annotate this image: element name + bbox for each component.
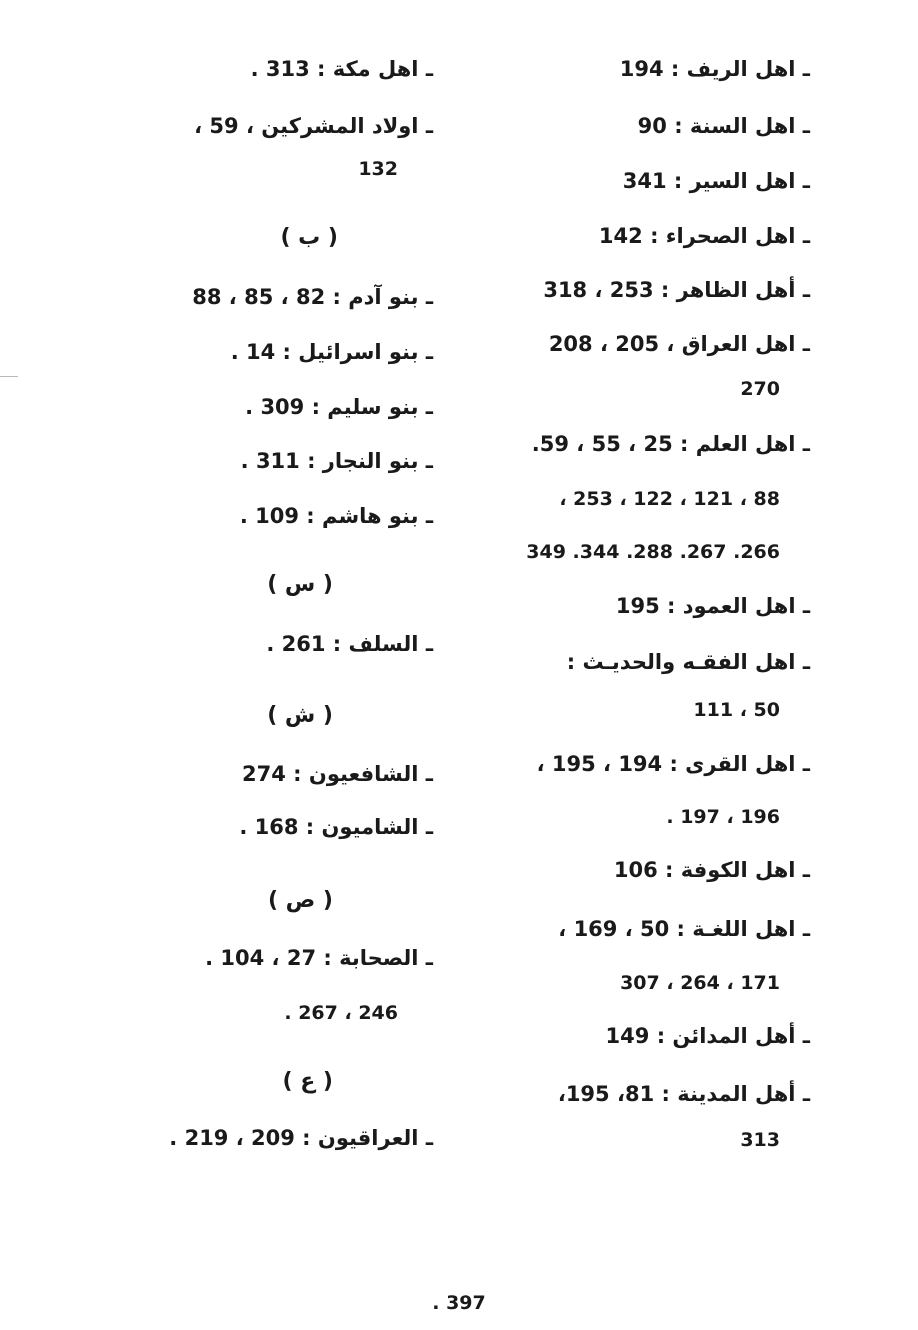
index-entry: ـ بنو سليم : 309 .	[245, 395, 433, 419]
index-entry: ـ السلف : 261 .	[266, 632, 433, 656]
index-entry: ـ اهل السير : 341	[622, 169, 810, 193]
index-entry: ـ أهل المدينة : 81، 195،	[557, 1082, 810, 1106]
index-entry: ـ الصحابة : 27 ، 104 .	[205, 946, 433, 970]
index-entry: ـ بنو آدم : 82 ، 85 ، 88	[192, 285, 433, 309]
index-entry: ـ اهل العمود : 195	[615, 594, 810, 618]
section-letter-heading: ( ب )	[280, 225, 338, 250]
section-letter-heading: ( س )	[267, 572, 333, 597]
index-entry: ـ اهل الصحراء : 142	[598, 224, 810, 248]
index-entry: ـ الشاميون : 168 .	[239, 815, 433, 839]
index-entry: ـ اهل الريف : 194	[619, 57, 810, 81]
index-entry: ـ اولاد المشركين ، 59 ،	[194, 114, 433, 138]
index-entry: ـ بنو النجار : 311 .	[240, 449, 433, 473]
index-entry: ـ الشافعيون : 274	[242, 762, 433, 786]
index-entry: ـ أهل المدائن : 149	[605, 1024, 810, 1048]
index-entry: ـ اهل مكة : 313 .	[250, 57, 433, 81]
index-entry: ـ أهل الظاهر : 253 ، 318	[543, 278, 810, 302]
section-letter-heading: ( ش )	[267, 703, 333, 728]
index-entry-continuation: 270	[740, 378, 780, 400]
index-entry-continuation: 266. 267. 288. 344. 349	[526, 541, 780, 563]
index-entry-continuation: 171 ، 264 ، 307	[620, 972, 780, 994]
index-entry: ـ بنو اسرائيل : 14 .	[230, 340, 433, 364]
margin-mark	[0, 376, 18, 377]
index-entry-continuation: 196 ، 197 .	[666, 806, 780, 828]
index-entry-continuation: 88 ، 121 ، 122 ، 253 ،	[559, 488, 780, 510]
section-letter-heading: ( ص )	[267, 888, 333, 913]
index-entry: ـ اهل العلم : 25 ، 55 ، 59.	[531, 432, 810, 456]
page-number: 397 .	[432, 1292, 486, 1314]
index-entry: ـ اهل السنة : 90	[637, 114, 810, 138]
index-entry: ـ العراقيون : 209 ، 219 .	[169, 1126, 433, 1150]
index-entry: ـ اهل القرى : 194 ، 195 ،	[536, 752, 810, 776]
index-entry: ـ اهل العراق ، 205 ، 208	[548, 332, 810, 356]
section-letter-heading: ( ع )	[282, 1069, 333, 1094]
index-entry-continuation: 132	[358, 158, 398, 180]
index-entry: ـ اهل اللغـة : 50 ، 169 ،	[558, 917, 810, 941]
index-entry: ـ بنو هاشم : 109 .	[239, 504, 433, 528]
index-entry: ـ اهل الكوفة : 106	[613, 858, 810, 882]
index-entry-continuation: 50 ، 111	[693, 699, 780, 721]
index-entry-continuation: 313	[740, 1129, 780, 1151]
index-entry-continuation: 246 ، 267 .	[284, 1002, 398, 1024]
index-entry: ـ اهل الفقـه والحديـث :	[566, 650, 810, 674]
